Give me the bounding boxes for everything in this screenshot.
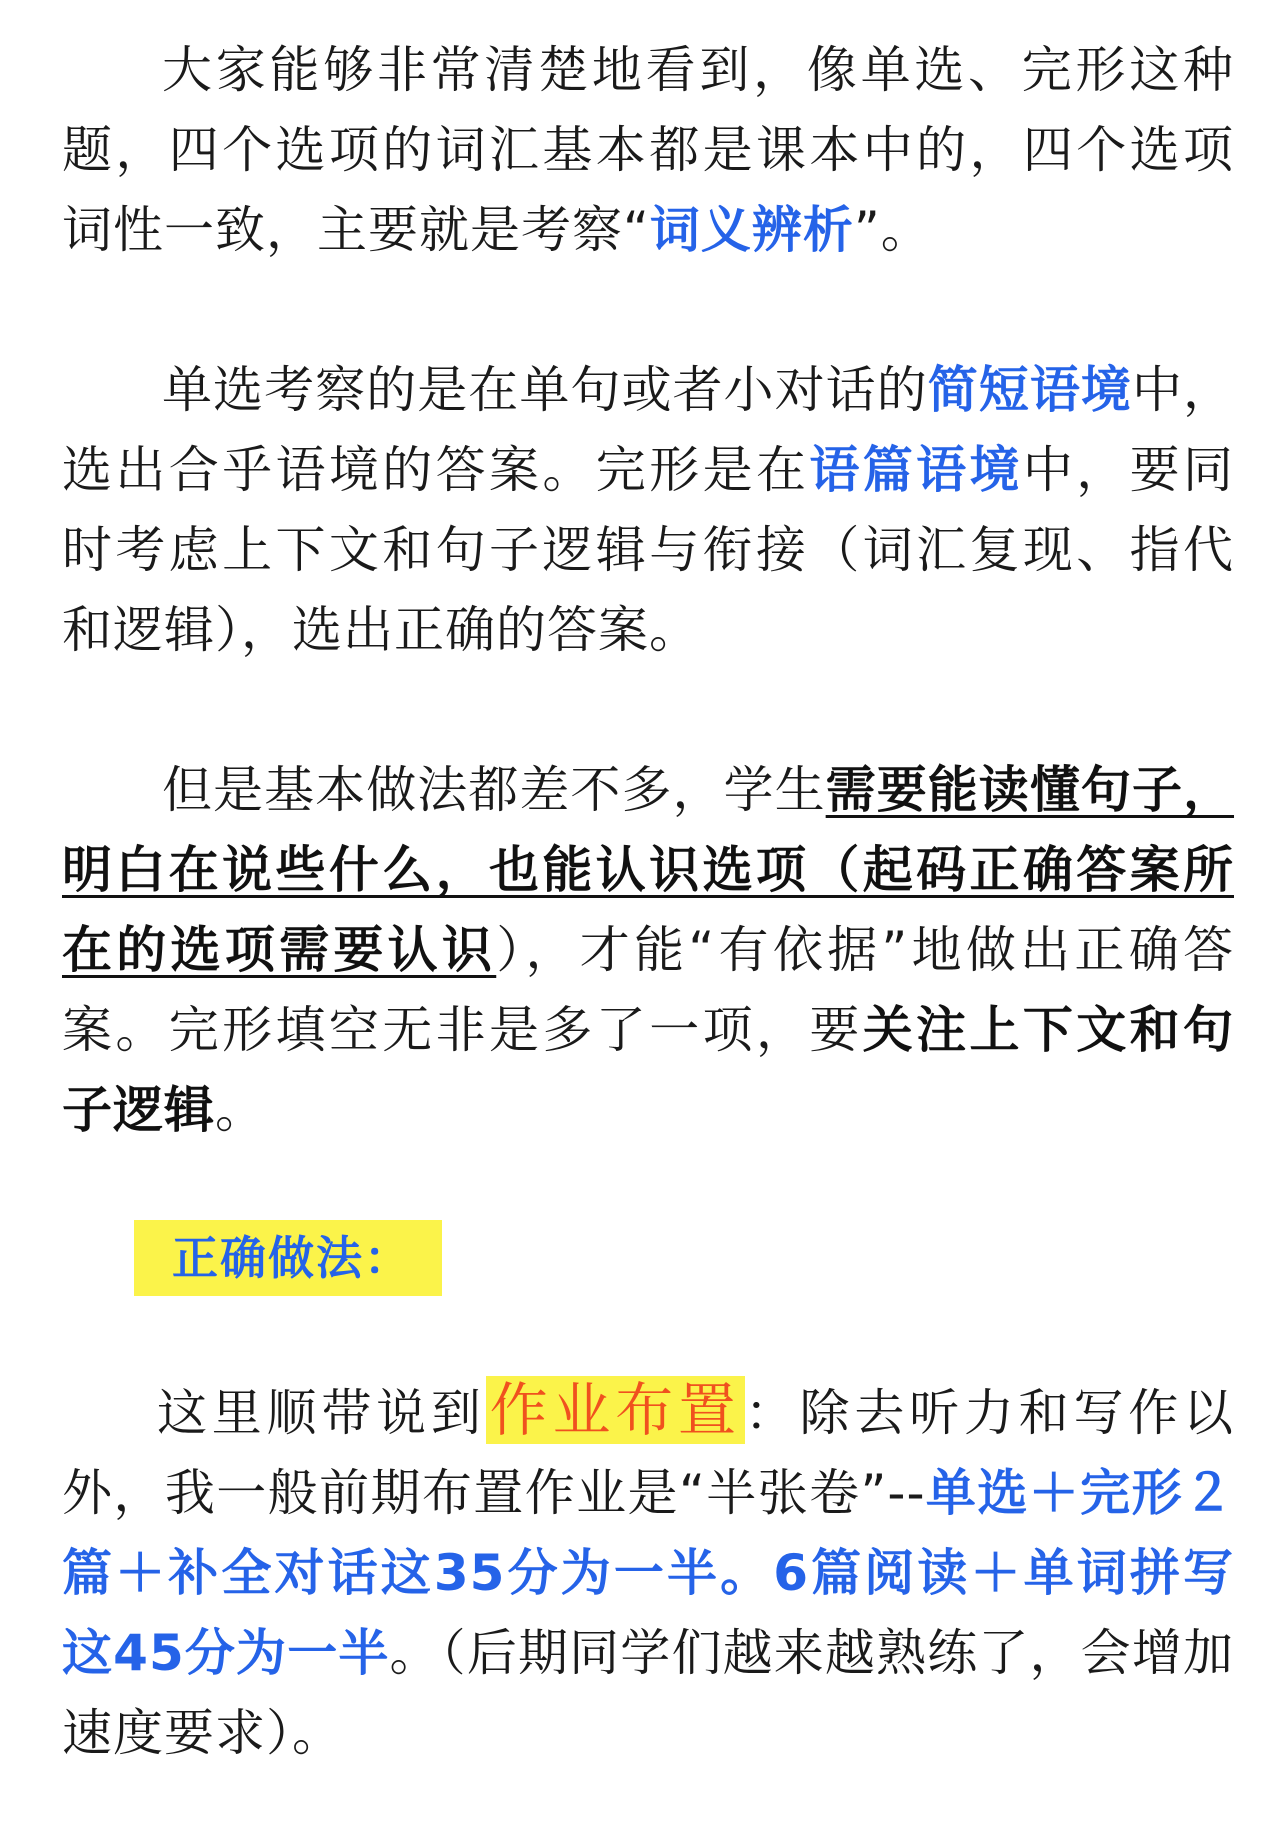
article-body (62, 30, 1234, 1773)
emphasis-discourse-context: 语篇语境 (809, 441, 1023, 499)
p2-text-1: 单选考察的是在单句或者小对话的 (162, 361, 928, 419)
paragraph-basic-method (62, 750, 1234, 1150)
emphasis-understand-sentences: 需要能读懂句子，明白在说些什么，也能认识选项（起码正确答案所在的选项需要认识 (62, 761, 1235, 979)
section-heading-correct-method: 正确做法： (134, 1220, 442, 1296)
emphasis-context-logic: 关注上下文和句子逻辑 (62, 1001, 1235, 1139)
p2-text-2: 中，选出合乎语境的答案。完形是在 (62, 361, 1235, 499)
p1-text-start: 大家能够非常清楚地看到，像单选、完形这种题，四个选项的词汇基本都是课本中的，四个选项词性一致，主要就是考察“ (62, 41, 1234, 259)
p3-text-1: 但是基本做法都差不多，学生 (162, 761, 826, 819)
p1-text-end: ”。 (853, 201, 932, 259)
emphasis-short-context: 简短语境 (927, 361, 1132, 419)
emphasis-half-paper-breakdown: 单选＋完形２篇＋补全对话这35分为一半。6篇阅读＋单词拼写这45分为一半 (62, 1464, 1234, 1682)
p4-text-1: 这里顺带说到 (157, 1384, 486, 1442)
p3-text-2: ），才能“有依据”地做出正确答案。完形填空无非是多了一项，要 (62, 921, 1234, 1059)
p2-text-3: 中，要同时考虑上下文和句子逻辑与衔接（词汇复现、指代和逻辑），选出正确的答案。 (62, 441, 1235, 659)
highlight-homework-assignment: 作业布置 (486, 1376, 745, 1444)
p4-text-2: ：除去听力和写作以外，我一般前期布置作业是“半张卷”-- (62, 1384, 1234, 1522)
emphasis-word-meaning-discrimination: 词义辨析 (649, 201, 854, 259)
p4-text-3: 。（后期同学们越来越熟练了，会增加速度要求）。 (62, 1624, 1234, 1762)
p3-text-3: 。 (215, 1081, 266, 1139)
section-heading-row (62, 1220, 1234, 1300)
paragraph-context-types (62, 350, 1234, 670)
paragraph-homework-assignment (62, 1370, 1234, 1773)
paragraph-vocabulary-options (62, 30, 1234, 270)
